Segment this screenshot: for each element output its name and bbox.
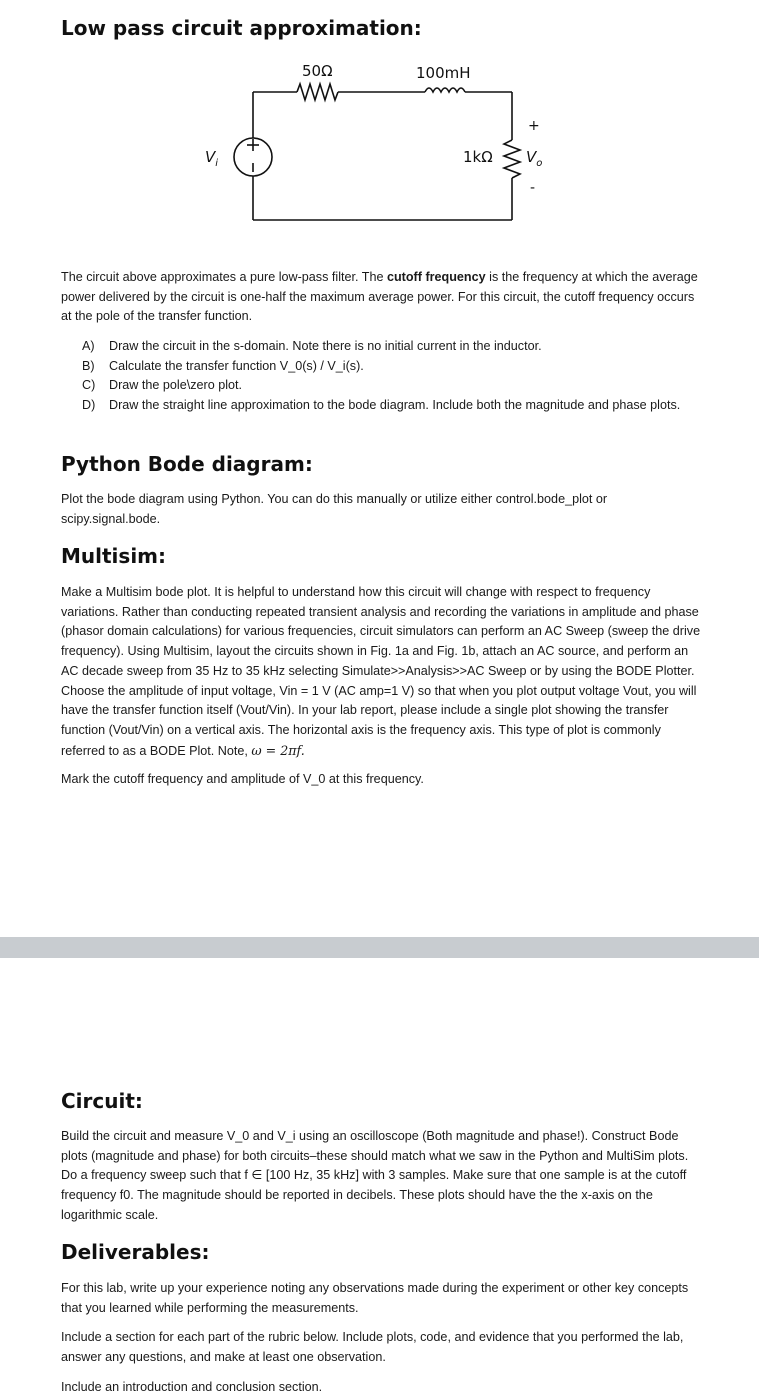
list-item-text: Draw the pole\zero plot. [109,378,243,393]
omega-formula: ω = 2πf. [251,742,305,758]
list-item [82,337,682,357]
list-marker: C) [82,378,96,393]
resistor-2-label: 1kΩ [463,148,493,166]
section-title-python: Python Bode diagram: [61,452,313,476]
circuit-text: Build the circuit and measure V_0 and V_i using an oscilloscope (Both magnitude and phase!). Construct Bode plots (magnitude and phase) for both circuits–these should match what we saw in the Python and MultiSim plots. Do a frequency sweep such that f ∈ [100 Hz, 35 kHz] with 3 samples. Make sure that one sample is at the cutoff frequency f0. The magnitude should be reported in decibels. These plots should have the the x-axis on the logarithmic scale. [61,1129,689,1222]
section-title-low-pass: Low pass circuit approximation: [61,16,422,40]
list-item-text: Draw the circuit in the s-domain. Note there is no initial current in the inductor. [109,339,542,353]
deliverables-para-3: Include an introduction and conclusion section. [61,1379,323,1394]
output-minus-label: - [530,180,536,196]
page-separator [0,937,759,958]
python-text: Plot the bode diagram using Python. You can do this manually or utilize either control.bode_plot or scipy.signal.bode. [61,492,608,526]
resistor-1k-ohm-symbol [504,140,520,178]
list-item [82,396,682,416]
svg-text:Vi [205,148,218,169]
deliverables-para-1: For this lab, write up your experience noting any observations made during the experiment or other key concepts that you learned while performing the measurements. [61,1281,689,1315]
circuit-paragraph [61,1127,701,1226]
intro-bold-term: cutoff frequency [386,270,486,284]
resistor-1-label: 50Ω [302,62,333,80]
section-title-circuit: Circuit: [61,1089,143,1113]
output-voltage-subscript: o [536,158,543,169]
list-marker: A) [82,339,95,353]
output-voltage-label: V [526,148,537,166]
deliverables-block [61,1279,701,1398]
intro-text-start: The circuit above approximates a pure low-pass filter. The [61,270,387,284]
list-marker: B) [82,358,95,373]
circuit-diagram [0,0,759,240]
output-plus-label: + [528,118,540,134]
task-list [82,337,682,416]
list-item [82,376,682,396]
list-item-text: Draw the straight line approximation to the bode diagram. Include both the magnitude and phase plots. [109,398,681,413]
multisim-text-2: Mark the cutoff frequency and amplitude of V_0 at this frequency. [61,772,424,787]
section-title-multisim: Multisim: [61,544,167,568]
python-paragraph [61,490,701,529]
inductor-symbol [425,88,465,92]
inductor-label: 100mH [416,64,471,82]
list-item-text: Calculate the transfer function V_0(s) / V_i(s). [109,358,364,373]
source-voltage-subscript: i [215,158,219,169]
list-item [82,357,682,377]
multisim-text: Make a Multisim bode plot. It is helpful to understand how this circuit will change with respect to frequency variations. Rather than conducting repeated transient analysis and recording the variations in amplitude and phase (phasor domain calculations) for various frequencies, circuit simulators can perform an AC Sweep (sweep the drive frequency). Using Multisim, layout the circuits shown in Fig. 1a and Fig. 1b, attach an AC source, and perform an AC decade sweep from 35 Hz to 35 kHz selecting Simulate>>Analysis>>AC Sweep or by using the BODE Plotter. Choose the amplitude of input voltage, Vin = 1 V (AC amp=1 V) so that when you plot output voltage Vout, you will have the transfer function itself (Vout/Vin). In your lab report, please include a single plot showing the transfer function (Vout/Vin) on a vertical axis. The horizontal axis is the frequency axis. This type of plot is commonly referred to as a BODE Plot. Note, [61,585,701,758]
resistor-50-ohm-symbol [297,84,338,100]
svg-text:Vo [526,148,542,169]
source-voltage-label: V [205,148,216,166]
multisim-paragraph [61,583,701,790]
intro-text-end: is the frequency at which the average power delivered by the circuit is one-half the maximum average power. For this circuit, the cutoff frequency occurs at the pole of the transfer function. [61,270,698,324]
intro-paragraph [61,268,701,327]
section-title-deliverables: Deliverables: [61,1240,210,1264]
list-marker: D) [82,398,96,413]
deliverables-para-2: Include a section for each part of the rubric below. Include plots, code, and evidence that you performed the lab, answer any questions, and make at least one observation. [61,1330,684,1365]
